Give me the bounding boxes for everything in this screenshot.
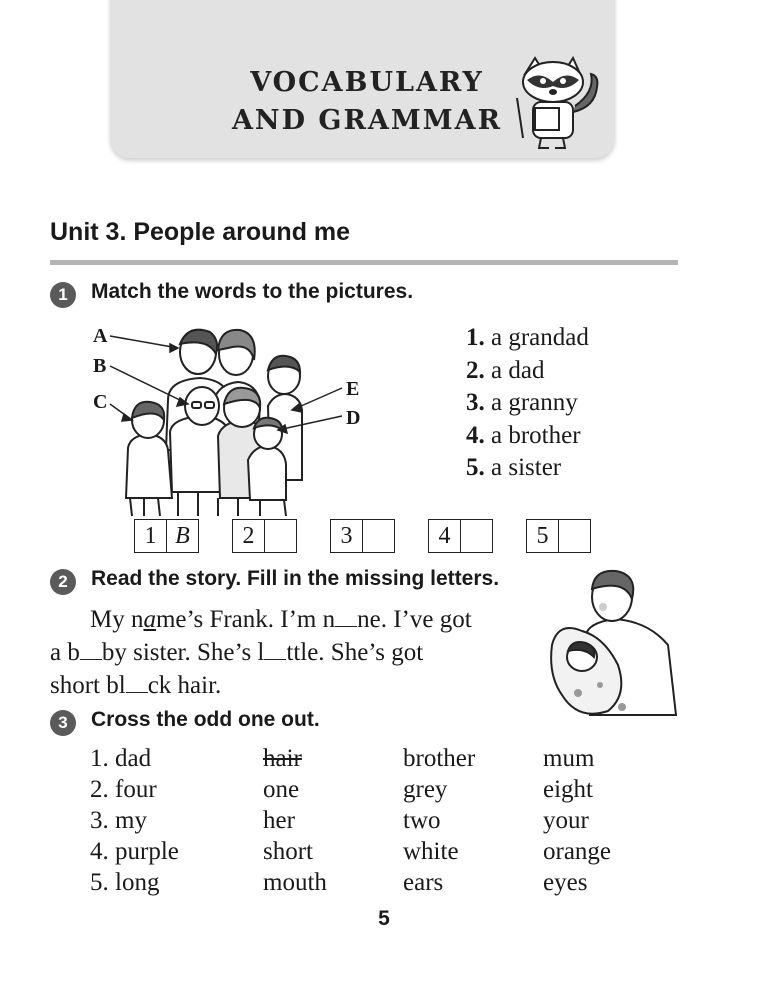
blank[interactable] (126, 672, 148, 693)
word[interactable]: mum (543, 745, 595, 772)
blank[interactable] (335, 606, 357, 627)
banner-line-1: VOCABULARY (250, 67, 484, 98)
word[interactable]: her (263, 807, 295, 834)
word[interactable]: dad (115, 745, 152, 772)
answer-box-3[interactable]: 3 (330, 519, 395, 553)
exercise-2-instruction: Read the story. Fill in the missing letters. (91, 567, 500, 590)
list-item: 3. a granny (466, 389, 578, 416)
word[interactable]: ears (403, 869, 444, 896)
picture-letter-b: B (93, 355, 107, 377)
word[interactable]: four (115, 776, 157, 803)
answer-box-5[interactable]: 5 (526, 519, 591, 553)
word[interactable]: eyes (543, 869, 588, 896)
list-item: 2. a dad (466, 356, 545, 384)
picture-letter-e: E (346, 378, 360, 400)
table-row: 2. four one grey eight (90, 774, 663, 805)
exercise-2-number: 2 (50, 569, 76, 595)
picture-letter-c: C (93, 391, 108, 413)
banner-title (222, 64, 512, 140)
word[interactable]: short (263, 838, 313, 865)
table-row: 1. dad hair brother mum (90, 743, 663, 774)
answer-box-1[interactable]: 1 B (134, 519, 199, 553)
unit-divider (50, 260, 678, 265)
raccoon-with-book-icon (505, 52, 605, 152)
list-item: 4. a brother (466, 421, 581, 449)
word[interactable]: one (263, 776, 300, 803)
word[interactable]: orange (543, 838, 612, 865)
word[interactable]: mouth (263, 869, 327, 896)
picture-letter-d: D (346, 407, 361, 429)
crossed-word[interactable]: hair (263, 745, 302, 772)
word[interactable]: brother (403, 745, 476, 772)
word[interactable]: two (403, 807, 441, 834)
table-row: 5. long mouth ears eyes (90, 867, 663, 898)
picture-letter-a: A (93, 325, 108, 347)
word[interactable]: long (115, 869, 160, 896)
unit-title: Unit 3. People around me (50, 218, 351, 246)
banner-line-2: AND GRAMMAR (231, 105, 503, 136)
word[interactable]: my (115, 807, 147, 834)
boy-with-baby-picture (548, 565, 683, 720)
word[interactable]: white (403, 838, 459, 865)
answer-box-2[interactable]: 2 (232, 519, 297, 553)
exercise-3-number: 3 (50, 710, 76, 736)
word[interactable]: eight (543, 776, 593, 803)
family-picture (88, 320, 378, 520)
blank[interactable] (264, 639, 286, 660)
exercise-3-instruction: Cross the odd one out. (91, 708, 320, 731)
exercise-1-instruction: Match the words to the pictures. (91, 280, 414, 303)
table-row: 3. my her two your (90, 805, 663, 836)
table-row: 4. purple short white orange (90, 836, 663, 867)
word[interactable]: your (543, 807, 589, 834)
list-item: 5. a sister (466, 454, 562, 481)
exercise-1-number: 1 (50, 282, 76, 308)
answer-box-4[interactable]: 4 (428, 519, 493, 553)
word[interactable]: purple (115, 838, 179, 865)
word-list (466, 322, 589, 485)
blank[interactable] (80, 639, 102, 660)
list-item: 1. a grandad (466, 324, 589, 351)
odd-one-out-table (90, 743, 663, 898)
story-text: My name’s Frank. I’m n ne. I’ve got a b by sister. She’s l ttle. She’s got short bl ck hair. (50, 606, 472, 699)
page-number: 5 (378, 907, 390, 930)
word[interactable]: grey (403, 776, 448, 803)
